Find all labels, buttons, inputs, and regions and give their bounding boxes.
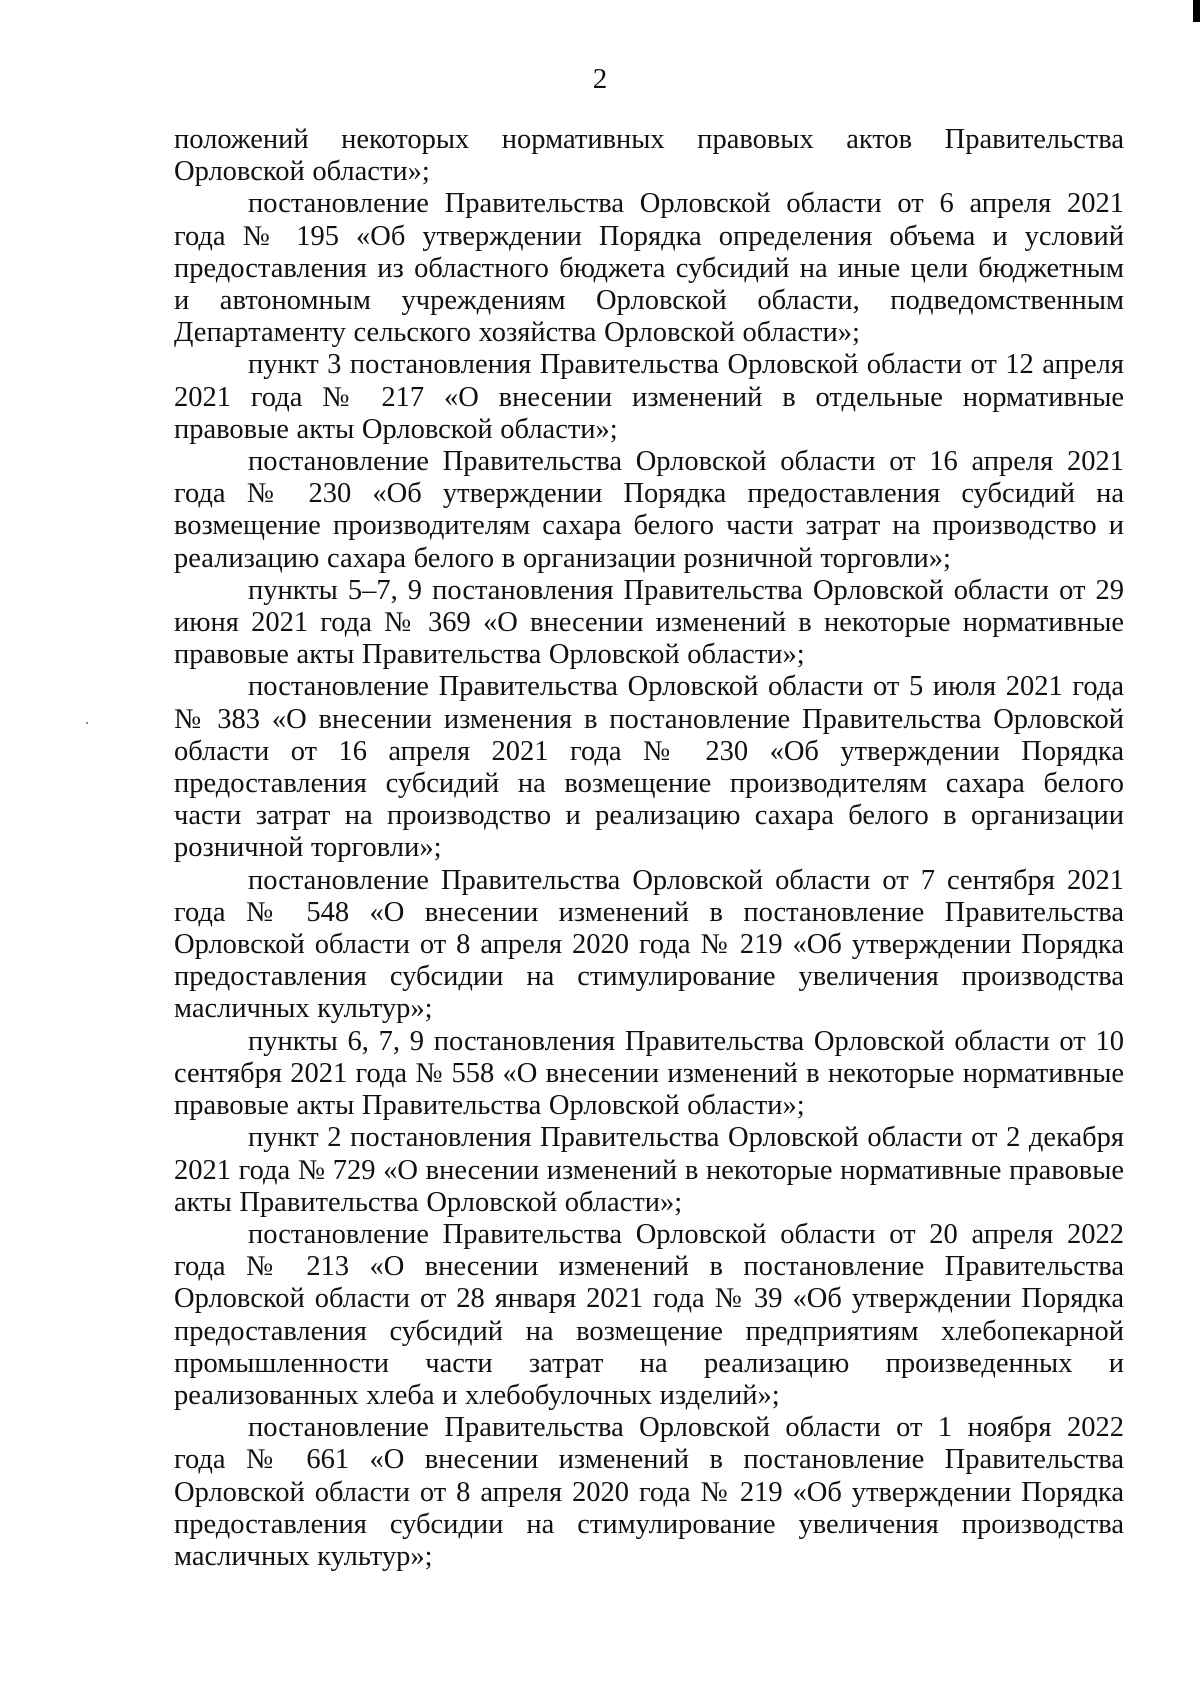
paragraph-item: постановление Правительства Орловской области от 20 апреля 2022 года № 213 «О внесении изменений в постановление Правительства Орловской области от 28 января 2021 года № 39 «Об утверждении Порядка предоставления субсидий на возмещение предприятиям хлебопекарной промышленности части затрат на реализацию произведенных и реализованных хлеба и хлебобулочных изделий»; xyxy=(174,1218,1124,1411)
paragraph-item: пункты 6, 7, 9 постановления Правительства Орловской области от 10 сентября 2021 года № 558 «О внесении изменений в некоторые нормативные правовые акты Правительства Орловской области»; xyxy=(174,1025,1124,1122)
paragraph-item: постановление Правительства Орловской области от 1 ноября 2022 года № 661 «О внесении изменений в постановление Правительства Орловской области от 8 апреля 2020 года № 219 «Об утверждении Порядка предоставления субсидии на стимулирование увеличения производства масличных культур»; xyxy=(174,1412,1124,1572)
paragraph-continuation: положений некоторых нормативных правовых актов Правительства Орловской области»; xyxy=(174,124,1124,188)
scan-edge-mark xyxy=(1193,0,1200,22)
paragraph-item: пункт 2 постановления Правительства Орловской области от 2 декабря 2021 года № 729 «О внесении изменений в некоторые нормативные правовые акты Правительства Орловской области»; xyxy=(174,1122,1124,1218)
paragraph-item: пункт 3 постановления Правительства Орловской области от 12 апреля 2021 года № 217 «О внесении изменений в отдельные нормативные правовые акты Орловской области»; xyxy=(174,349,1124,445)
page-number: 2 xyxy=(592,63,608,95)
document-body xyxy=(174,124,1124,1573)
paragraph-item: постановление Правительства Орловской области от 7 сентября 2021 года № 548 «О внесении изменений в постановление Правительства Орловской области от 8 апреля 2020 года № 219 «Об утверждении Порядка предоставления субсидии на стимулирование увеличения производства масличных культур»; xyxy=(174,864,1124,1025)
scan-speck xyxy=(86,722,88,724)
paragraph-item: постановление Правительства Орловской области от 6 апреля 2021 года № 195 «Об утверждении Порядка определения объема и условий предоставления из областного бюджета субсидий на иные цели бюджетным и автономным учреждениям Орловской области, подведомственным Департаменту сельского хозяйства Орловской области»; xyxy=(174,188,1124,349)
paragraph-item: постановление Правительства Орловской области от 5 июля 2021 года № 383 «О внесении изменения в постановление Правительства Орловской области от 16 апреля 2021 года № 230 «Об утверждении Порядка предоставления субсидий на возмещение производителям сахара белого части затрат на производство и реализацию сахара белого в организации розничной торговли»; xyxy=(174,671,1124,864)
paragraph-item: постановление Правительства Орловской области от 16 апреля 2021 года № 230 «Об утверждении Порядка предоставления субсидий на возмещение производителям сахара белого части затрат на производство и реализацию сахара белого в организации розничной торговли»; xyxy=(174,446,1124,574)
paragraph-item: пункты 5–7, 9 постановления Правительства Орловской области от 29 июня 2021 года № 369 «О внесении изменений в некоторые нормативные правовые акты Правительства Орловской области»; xyxy=(174,574,1124,671)
